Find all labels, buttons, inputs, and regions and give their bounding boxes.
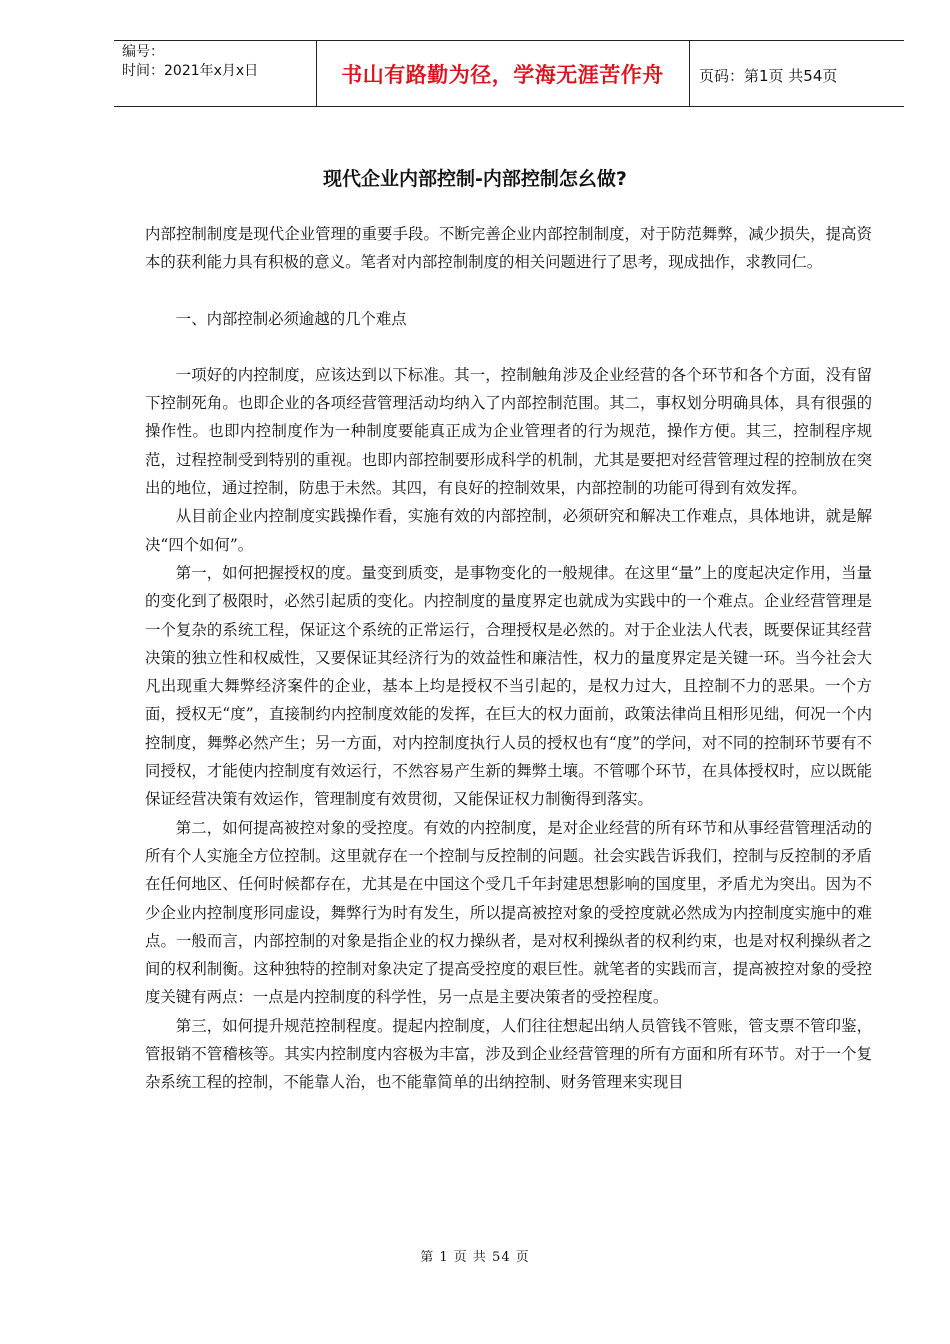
document-title: 现代企业内部控制-内部控制怎幺做?	[323, 168, 627, 190]
header-page-info: 页码：第1页 共54页	[699, 67, 838, 85]
body-paragraph: 第一，如何把握授权的度。量变到质变，是事物变化的一般规律。在这里“量”上的度起决定作用，当量的变化到了极限时，必然引起质的变化。内控制度的量度界定也就成为实践中的一个难点。企业经营管理是一个复杂的系统工程，保证这个系统的正常运行，合理授权是必然的。对于企业法人代表，既要保证其经营决策的独立性和权威性，又要保证其经济行为的效益性和廉洁性，权力的量度界定是关键一环。当今社会大凡出现重大舞弊经济案件的企业，基本上均是授权不当引起的，是权力过大，且控制不力的恶果。一个方面，授权无“度”，直接制约内控制度效能的发挥，在巨大的权力面前，政策法律尚且相形见绌，何况一个内控制度，舞弊必然产生；另一方面，对内控制度执行人员的授权也有“度”的学问，对不同的控制环节要有不同授权，才能使内控制度有效运行，不然容易产生新的舞弊土壤。不管哪个环节，在具体授权时，应以既能保证经营决策有效运作，管理制度有效贯彻，又能保证权力制衡得到落实。	[145, 563, 872, 809]
section-heading: 一、内部控制必须逾越的几个难点	[175, 309, 407, 328]
date-line: 时间：2021年x月x日	[122, 63, 259, 79]
body-paragraph: 从目前企业内控制度实践操作看，实施有效的内部控制，必须研究和解决工作难点，具体地讲，就是解决“四个如何”。	[145, 507, 872, 554]
page-footer: 第 1 页 共 54 页	[420, 1250, 530, 1265]
header-meta	[122, 43, 258, 81]
serial-number-label: 编号：	[122, 44, 164, 60]
body-paragraph: 第二，如何提高被控对象的受控度。有效的内控制度，是对企业经营的所有环节和从事经营管理活动的所有个人实施全方位控制。这里就存在一个控制与反控制的问题。社会实践告诉我们，控制与反控制的矛盾在任何地区、任何时候都存在，尤其是在中国这个受几千年封建思想影响的国度里，矛盾尤为突出。因为不少企业内控制度形同虚设，舞弊行为时有发生，所以提高被控对象的受控度就必然成为内控制度实施中的难点。一般而言，内部控制的对象是指企业的权力操纵者，是对权利操纵者的权利约束，也是对权利操纵者之间的权利制衡。这种独特的控制对象决定了提高受控度的艰巨性。就笔者的实践而言，提高被控对象的受控度关键有两点：一点是内控制度的科学性，另一点是主要决策者的受控程度。	[145, 818, 872, 1007]
header-motto: 书山有路勤为径，学海无涯苦作舟	[341, 62, 664, 87]
document-body	[145, 220, 872, 1097]
body-paragraph: 第三，如何提升规范控制程度。提起内控制度，人们往往想起出纳人员管钱不管账，管支票不管印鉴，管报销不管稽核等。其实内控制度内容极为丰富，涉及到企业经营管理的所有方面和所有环节。对于一个复杂系统工程的控制，不能靠人治，也不能靠简单的出纳控制、财务管理来实现目	[145, 1016, 872, 1092]
header-divider-right	[689, 40, 690, 107]
body-paragraph: 一项好的内控制度，应该达到以下标准。其一，控制触角涉及企业经营的各个环节和各个方面，没有留下控制死角。也即企业的各项经营管理活动均纳入了内部控制范围。其二，事权划分明确具体，具有很强的操作性。也即内控制度作为一种制度要能真正成为企业管理者的行为规范，操作方便。其三，控制程序规范，过程控制受到特别的重视。也即内部控制要形成科学的机制，尤其是要把对经营管理过程的控制放在突出的地位，通过控制，防患于未然。其四，有良好的控制效果，内部控制的功能可得到有效发挥。	[145, 365, 872, 498]
intro-paragraph: 内部控制制度是现代企业管理的重要手段。不断完善企业内部控制制度，对于防范舞弊，减少损失，提高资本的获利能力具有积极的意义。笔者对内部控制制度的相关问题进行了思考，现成拙作，求教同仁。	[145, 225, 872, 272]
